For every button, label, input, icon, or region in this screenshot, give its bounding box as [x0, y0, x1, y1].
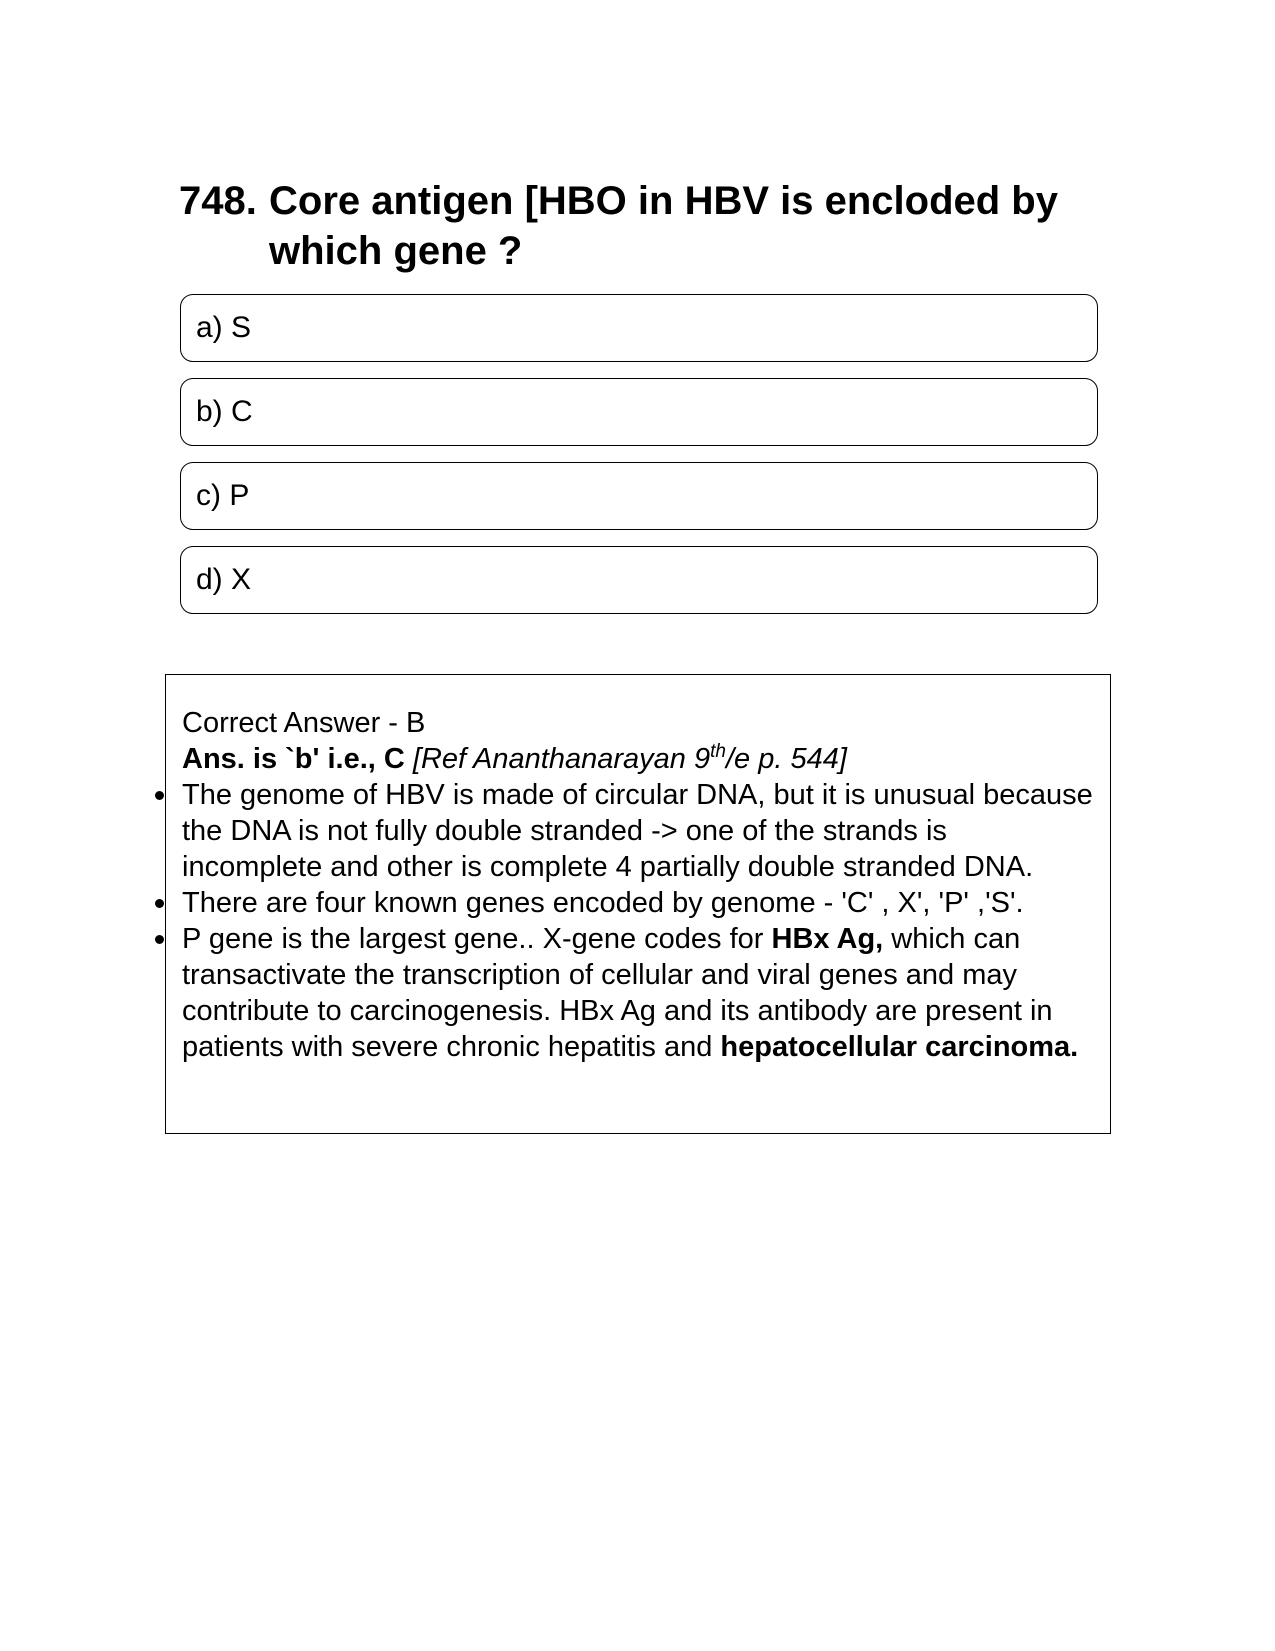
bullet-genome: The genome of HBV is made of circular DNA, but it is unusual because the DNA is not fully double stranded -> one of the strands is incomplete and other is complete 4 partially double stranded DNA.: [182, 779, 1093, 883]
bullet-x-gene-text-b: which can transactivate the transcription of cellular and viral genes and may contribute to carcinogenesis. HBx Ag and its antibody are present in patients with severe chronic hepatitis and: [182, 923, 1053, 1063]
bullet-x-gene-bold-hcc: hepatocellular carcinoma.: [720, 1031, 1079, 1063]
answer-explanation-box: [165, 674, 1111, 1134]
bullet-x-gene-text-a: P gene is the largest gene.. X-gene codes for: [182, 923, 772, 955]
option-a[interactable]: a) S: [180, 294, 1098, 362]
reference-superscript: th: [710, 741, 726, 762]
answer-key: Ans. is `b' i.e., C: [182, 743, 405, 775]
options-list: [180, 294, 1098, 630]
bullet-x-gene: [182, 921, 1094, 1065]
question-heading: [179, 176, 1079, 276]
answer-reference-line: [182, 741, 1094, 777]
question-number: 748.: [179, 179, 257, 223]
option-c[interactable]: c) P: [180, 462, 1098, 530]
option-b[interactable]: b) C: [180, 378, 1098, 446]
reference-citation: [413, 743, 847, 775]
question-text: Core antigen [HBO in HBV is encloded by which gene ?: [269, 179, 1058, 273]
bullet-x-gene-bold-hbx: HBx Ag,: [771, 923, 884, 955]
reference-suffix: /e p. 544]: [725, 743, 847, 775]
correct-answer-line: Correct Answer - B: [182, 707, 426, 739]
bullet-genes: There are four known genes encoded by genome - 'C' , X', 'P' ,'S'.: [182, 885, 1094, 921]
explanation-bullets: [182, 777, 1094, 1065]
reference-prefix: [Ref Ananthanarayan 9: [412, 743, 711, 775]
option-d[interactable]: d) X: [180, 546, 1098, 614]
